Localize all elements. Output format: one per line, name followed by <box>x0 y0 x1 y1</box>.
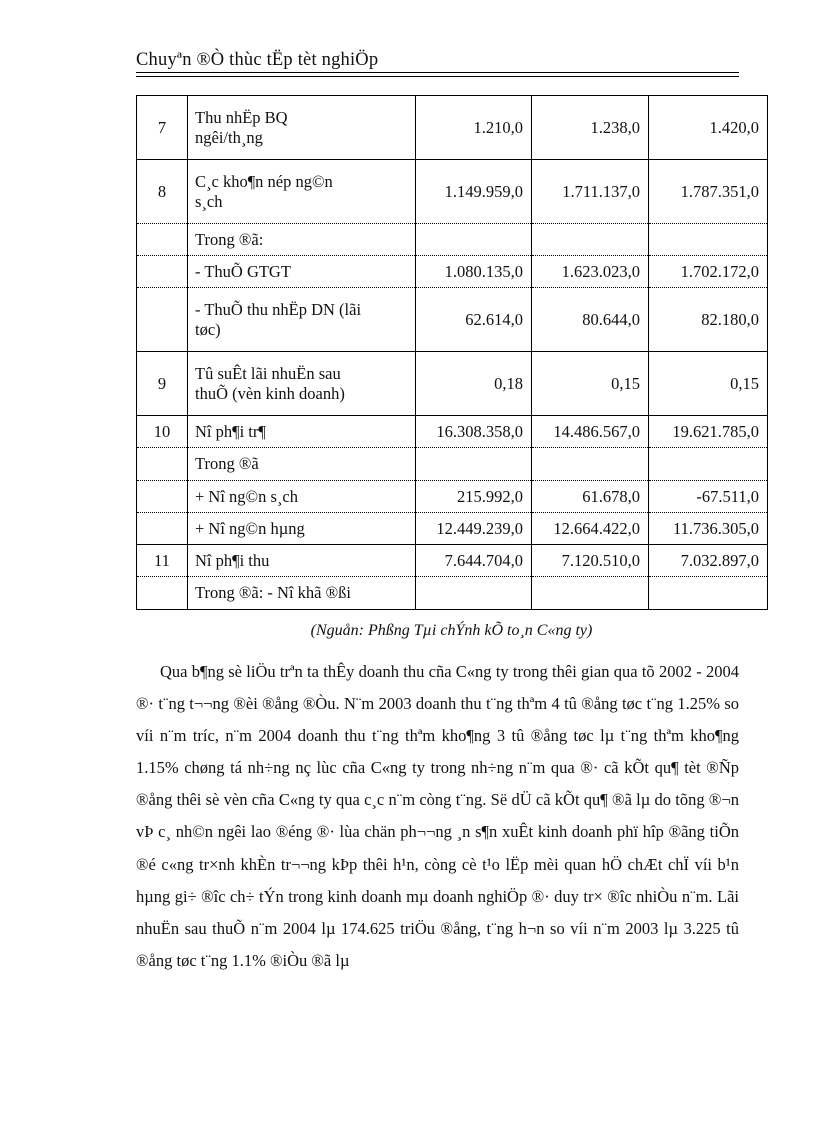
value-2003: 0,15 <box>532 352 649 416</box>
value-2004: 0,15 <box>649 352 768 416</box>
row-label <box>188 224 416 256</box>
row-label <box>188 288 416 352</box>
row-label <box>188 481 416 513</box>
row-label <box>188 577 416 610</box>
row-label-line: Nî ph¶i thu <box>195 550 270 570</box>
value-2002: 1.149.959,0 <box>416 160 532 224</box>
table-row <box>137 96 768 160</box>
table-row <box>137 513 768 545</box>
row-label <box>188 545 416 577</box>
value-2002: 0,18 <box>416 352 532 416</box>
table-row <box>137 416 768 448</box>
row-label-line: Trong ®ã: - Nî khã ®ßi <box>195 583 352 602</box>
row-label-line: Trong ®ã <box>195 454 259 473</box>
row-number: 11 <box>137 545 188 577</box>
row-label <box>188 96 416 160</box>
value-2002: 1.080.135,0 <box>416 256 532 288</box>
table-row <box>137 577 768 610</box>
row-label-line: Trong ®ã: <box>195 229 264 249</box>
row-number <box>137 577 188 610</box>
value-2003: 12.664.422,0 <box>532 513 649 545</box>
value-2004: 19.621.785,0 <box>649 416 768 448</box>
row-number: 8 <box>137 160 188 224</box>
row-number <box>137 448 188 481</box>
value-2003 <box>532 448 649 481</box>
value-2004 <box>649 577 768 610</box>
paragraph: Qua b¶ng sè liÖu trªn ta thÊy doanh thu cña C«ng ty trong thêi gian qua tõ 2002 - 2004 ®· t¨ng t¬¬ng ®èi ®ång ®Òu. N¨m 2003 doanh thu t¨ng thªm 4 tû ®ång tøc t¨ng 1.25% so víi n¨m tríc, n¨m 2004 doanh thu t¨ng thªm kho¶ng 3 tû ®ång tøc lµ t¨ng thªm kho¶ng 1.15% chøng tá nh÷ng nç lùc cña C«ng ty trong nh÷ng n¨m qua ®· cã kÕt qu¶ tèt ®Ñp ®ång thêi sè vèn cña C«ng ty qua c¸c n¨m còng t¨ng. Së dÜ cã kÕt qu¶ ®ã lµ do tõng ®¬n vÞ c¸ nh©n ngêi lao ®éng ®· lùa chän ph¬¬ng ¸n s¶n xuÊt kinh doanh phï hîp ®ãng tiÕn ®é c«ng tr×nh khÈn tr¬¬ng kÞp thêi h¹n, còng cè t¹o lËp mèi quan hÖ chÆt chÏ víi b¹n hµng gi÷ ®îc ch÷ tÝn trong kinh doanh mµ doanh nghiÖp ®· duy tr× ®îc nhiÒu n¨m. Lãi nhuËn sau thuÕ n¨m 2004 lµ 174.625 triÖu ®ång, t¨ng h¬n so víi n¨m 2003 lµ 3.225 tû ®ång tøc t¨ng 1.1% ®iÒu ®ã lµ <box>136 662 739 970</box>
value-2004: 1.702.172,0 <box>649 256 768 288</box>
value-2003: 1.711.137,0 <box>532 160 649 224</box>
value-2003: 1.623.023,0 <box>532 256 649 288</box>
value-2003 <box>532 577 649 610</box>
table-row <box>137 481 768 513</box>
value-2003: 14.486.567,0 <box>532 416 649 448</box>
row-number <box>137 288 188 352</box>
table-row <box>137 288 768 352</box>
row-number <box>137 481 188 513</box>
row-number <box>137 224 188 256</box>
row-label <box>188 448 416 481</box>
row-label-line: + Nî ng©n hµng <box>195 518 305 538</box>
value-2003 <box>532 224 649 256</box>
row-label-line: - ThuÕ GTGT <box>195 261 291 281</box>
value-2004: -67.511,0 <box>649 481 768 513</box>
row-label-line: Thu nhËp BQ <box>195 107 288 127</box>
table-row <box>137 256 768 288</box>
row-number: 10 <box>137 416 188 448</box>
row-label-line: ngêi/th¸ng <box>195 127 263 147</box>
table-body <box>137 96 768 610</box>
row-number: 9 <box>137 352 188 416</box>
value-2002: 16.308.358,0 <box>416 416 532 448</box>
header-rule-thick <box>136 72 739 73</box>
source-note: (Nguån: Phßng Tµi chÝnh kÕ to¸n C«ng ty) <box>310 622 593 639</box>
value-2002: 1.210,0 <box>416 96 532 160</box>
value-2002: 12.449.239,0 <box>416 513 532 545</box>
row-number: 7 <box>137 96 188 160</box>
page-header <box>136 50 739 72</box>
header-title: Chuyªn ®Ò thùc tËp tèt nghiÖp <box>136 50 379 70</box>
header-rule-thin <box>136 76 739 77</box>
value-2004: 1.420,0 <box>649 96 768 160</box>
row-label-line: thuÕ (vèn kinh doanh) <box>195 383 345 403</box>
table-row <box>137 352 768 416</box>
row-label <box>188 256 416 288</box>
value-2004: 7.032.897,0 <box>649 545 768 577</box>
value-2004 <box>649 224 768 256</box>
value-2002: 215.992,0 <box>416 481 532 513</box>
value-2002 <box>416 577 532 610</box>
value-2004: 82.180,0 <box>649 288 768 352</box>
value-2003: 61.678,0 <box>532 481 649 513</box>
table-row <box>137 224 768 256</box>
value-2002 <box>416 224 532 256</box>
row-label-line: Nî ph¶i tr¶ <box>195 421 266 441</box>
value-2003: 1.238,0 <box>532 96 649 160</box>
row-label-line: - ThuÕ thu nhËp DN (lãi <box>195 299 362 319</box>
table-row <box>137 448 768 481</box>
value-2003: 80.644,0 <box>532 288 649 352</box>
body-text <box>136 656 739 977</box>
row-label-line: Tû suÊt lãi nhuËn sau <box>195 363 341 383</box>
value-2004: 11.736.305,0 <box>649 513 768 545</box>
value-2002 <box>416 448 532 481</box>
row-label <box>188 513 416 545</box>
row-number <box>137 256 188 288</box>
value-2002: 62.614,0 <box>416 288 532 352</box>
value-2004: 1.787.351,0 <box>649 160 768 224</box>
row-label <box>188 160 416 224</box>
table-row <box>137 160 768 224</box>
row-label-line: + Nî ng©n s¸ch <box>195 486 298 506</box>
row-number <box>137 513 188 545</box>
financial-table <box>136 95 768 610</box>
value-2002: 7.644.704,0 <box>416 545 532 577</box>
value-2004 <box>649 448 768 481</box>
row-label-line: s¸ch <box>195 191 223 211</box>
row-label-line: C¸c kho¶n nép ng©n <box>195 171 333 191</box>
value-2003: 7.120.510,0 <box>532 545 649 577</box>
table-row <box>137 545 768 577</box>
row-label-line: tøc) <box>195 319 221 339</box>
row-label <box>188 416 416 448</box>
row-label <box>188 352 416 416</box>
